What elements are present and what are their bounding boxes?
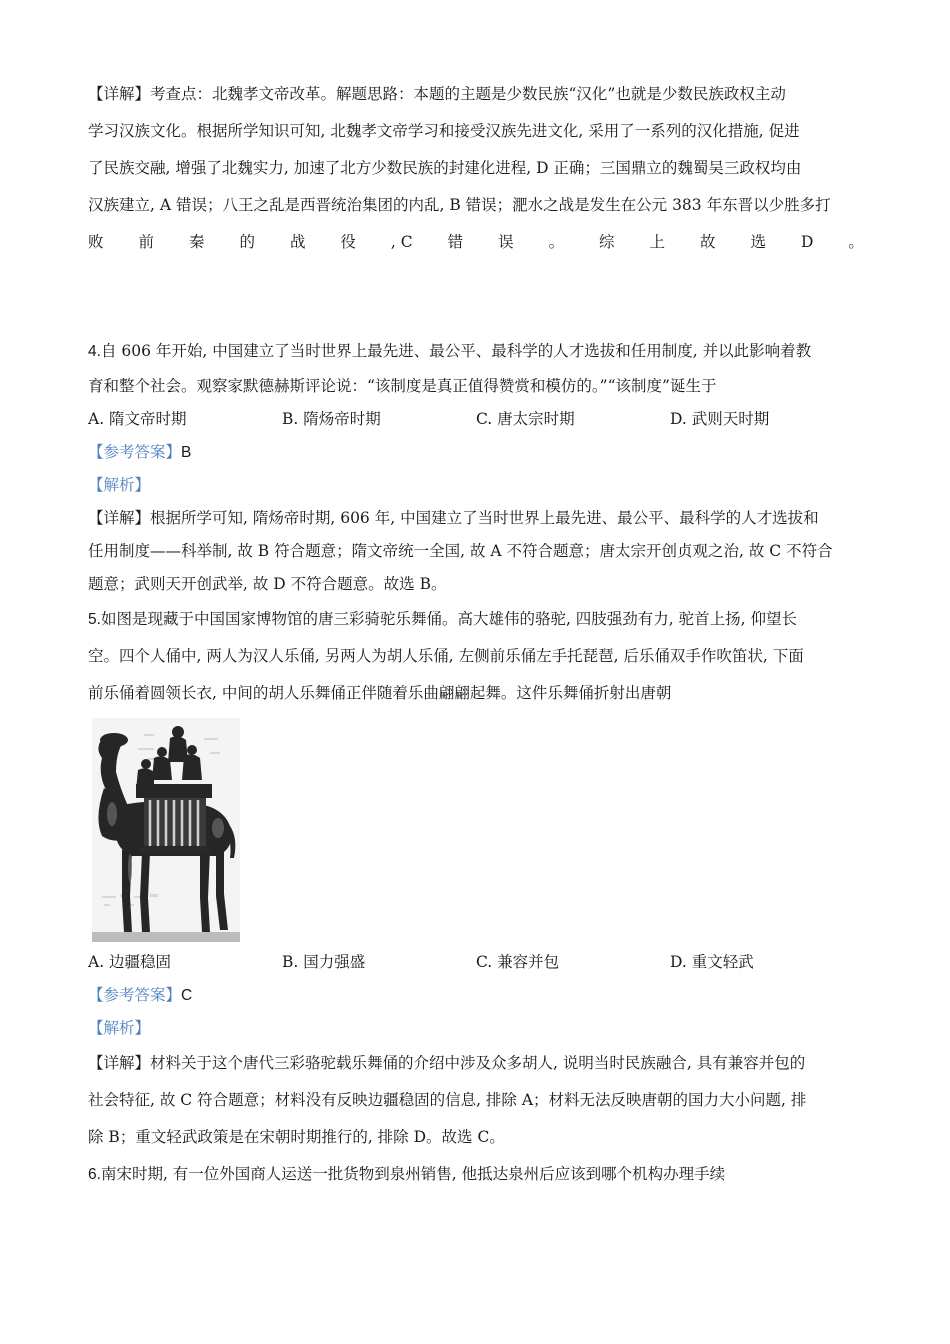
answer-label: 【参考答案】 — [88, 987, 182, 1004]
answer-value: C — [181, 987, 193, 1004]
q3-detail-line: 汉族建立, A 错误；八王之乱是西晋统治集团的内乱, B 错误；淝水之战是发生在公元 383 年东晋以少胜多打 — [88, 196, 831, 214]
option-d[interactable]: D. 重文轻武 — [670, 953, 754, 971]
option-b[interactable]: B. 国力强盛 — [282, 953, 366, 971]
q5-analysis-label: 【解析】 — [88, 1020, 151, 1037]
q6-stem-text: 南宋时期, 有一位外国商人运送一批货物到泉州销售, 他抵达泉州后应该到哪个机构办理手续 — [100, 1165, 726, 1183]
option-c[interactable]: C. 兼容并包 — [476, 953, 560, 971]
char: 的 — [239, 233, 255, 251]
q5-stem-line: 前乐俑着圆领长衣, 中间的胡人乐舞俑正伴随着乐曲翩翩起舞。这件乐舞俑折射出唐朝 — [88, 684, 672, 702]
char: 败 — [88, 233, 104, 251]
option-a[interactable]: A. 隋文帝时期 — [88, 410, 187, 428]
q3-detail-line: 【详解】考查点：北魏孝文帝改革。解题思路：本题的主题是少数民族“汉化”也就是少数民族政权主动 — [88, 85, 786, 103]
q4-stem-line — [88, 333, 864, 370]
answer-value: B — [181, 444, 192, 461]
q5-detail-line: 社会特征, 故 C 符合题意；材料没有反映边疆稳固的信息, 排除 A；材料无法反映唐朝的国力大小问题, 排 — [88, 1091, 807, 1109]
q3-detail — [88, 76, 864, 261]
q5-answer — [88, 979, 864, 1012]
option-d[interactable]: D. 武则天时期 — [670, 410, 770, 428]
char: 错 — [447, 233, 464, 251]
q5-detail-line: 【详解】材料关于这个唐代三彩骆驼载乐舞俑的介绍中涉及众多胡人, 说明当时民族融合, 具有兼容并包的 — [88, 1054, 806, 1072]
char: 上 — [649, 233, 666, 251]
char: 故 — [700, 233, 716, 251]
camel-figurine-image — [92, 718, 240, 942]
question-number: 4. — [88, 343, 101, 360]
q3-detail-line: 学习汉族文化。根据所学知识可知, 北魏孝文帝学习和接受汉族先进文化, 采用了一系列的汉化措施, 促进 — [88, 122, 800, 140]
q3-detail-line: 了民族交融, 增强了北魏实力, 加速了北方少数民族的封建化进程, D 正确；三国鼎立的魏蜀吴三政权均由 — [88, 159, 802, 177]
q4-detail-line: 【详解】根据所学可知, 隋炀帝时期, 606 年, 中国建立了当时世界上最先进、最公平、最科学的人才选拔和 — [88, 509, 819, 527]
option-a[interactable]: A. 边疆稳固 — [88, 953, 172, 971]
question-number: 5. — [88, 611, 101, 628]
spacer — [88, 261, 864, 333]
char: , C — [390, 233, 413, 251]
q3-detail-last-line — [88, 224, 864, 261]
q4-stem-text: 自 606 年开始, 中国建立了当时世界上最先进、最公平、最科学的人才选拔和任用制度, 并以此影响着教 — [100, 342, 812, 360]
question-5 — [88, 601, 864, 1156]
char: 。 — [548, 233, 565, 251]
question-4 — [88, 333, 864, 601]
q4-detail-line: 任用制度——科举制, 故 B 符合题意；隋文帝统一全国, 故 A 不符合题意；唐太宗开创贞观之治, 故 C 不符合 — [88, 542, 833, 560]
char: 综 — [599, 233, 615, 251]
option-c[interactable]: C. 唐太宗时期 — [476, 410, 575, 428]
q4-answer — [88, 436, 864, 469]
q5-stem-line: 空。四个人俑中, 两人为汉人乐俑, 另两人为胡人乐俑, 左侧前乐俑左手托琵琶, 后乐俑双手作吹笛状, 下面 — [88, 647, 804, 665]
q4-stem-line: 育和整个社会。观察家默德赫斯评论说：“该制度是真正值得赞赏和模仿的。”“该制度”诞生于 — [88, 377, 717, 395]
q4-analysis-label: 【解析】 — [88, 477, 151, 494]
char: 选 — [750, 233, 767, 251]
answer-label: 【参考答案】 — [88, 444, 182, 461]
document-page — [88, 76, 864, 1193]
q6-stem-line — [88, 1156, 864, 1193]
char: 役 — [340, 233, 356, 251]
option-b[interactable]: B. 隋炀帝时期 — [282, 410, 381, 428]
q4-options — [88, 403, 864, 436]
char: 战 — [289, 233, 306, 251]
q5-stem-line — [88, 601, 864, 638]
char: 前 — [138, 233, 154, 251]
char: 。 — [848, 233, 864, 251]
q5-options — [88, 946, 864, 979]
char: 误 — [498, 233, 514, 251]
q5-detail-line: 除 B；重文轻武政策是在宋朝时期推行的, 排除 D。故选 C。 — [88, 1128, 505, 1146]
char: 秦 — [188, 233, 205, 251]
question-number: 6. — [88, 1166, 101, 1183]
q5-stem-text: 如图是现藏于中国国家博物馆的唐三彩骑驼乐舞俑。高大雄伟的骆驼, 四肢强劲有力, 驼首上扬, 仰望长 — [100, 610, 798, 628]
question-6 — [88, 1156, 864, 1193]
q4-detail-line: 题意；武则天开创武举, 故 D 不符合题意。故选 B。 — [88, 575, 447, 593]
char: D — [800, 233, 814, 251]
